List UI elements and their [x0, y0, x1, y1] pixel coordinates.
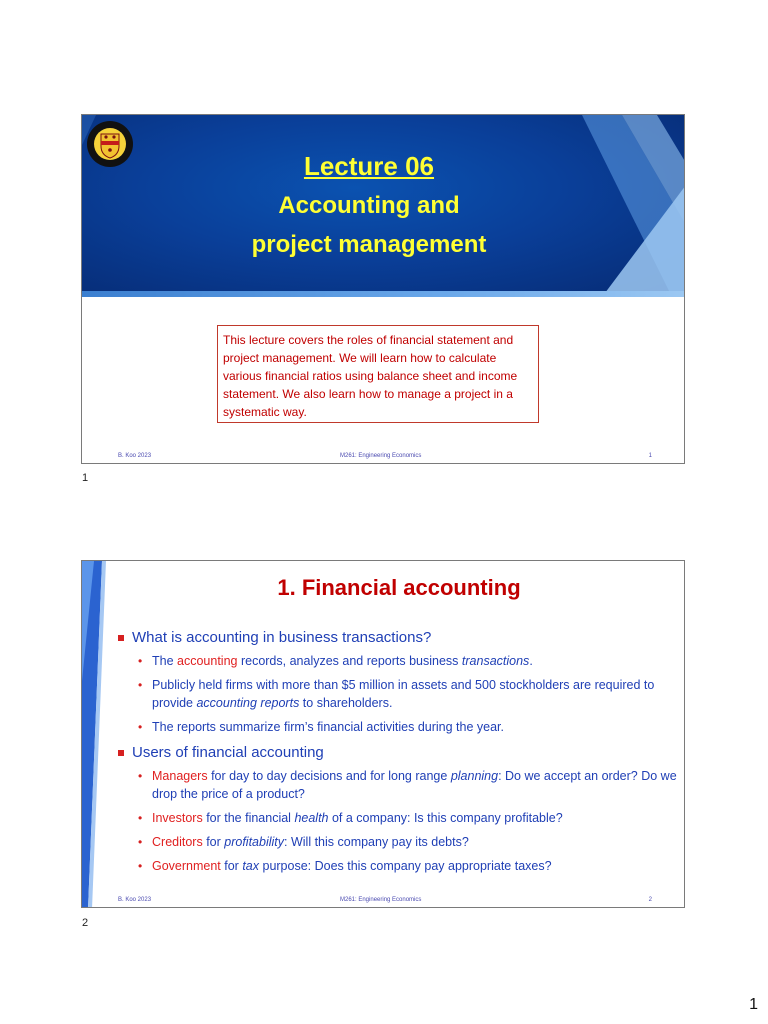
- sub-bullet-text: of a company: Is this company profitable?: [328, 811, 563, 825]
- footer-author: B. Koo 2023: [118, 453, 152, 459]
- sub-bullet-item: [118, 833, 678, 851]
- dot-bullet-icon: •: [138, 720, 143, 734]
- slide-footer: [82, 453, 685, 464]
- sub-bullet-text: to shareholders.: [299, 696, 393, 710]
- slide-index-label: 1: [82, 472, 89, 484]
- sub-bullet-text: Publicly held firms with more than $5 million in assets and 500 stockholders are required to provide: [152, 678, 655, 710]
- dot-bullet-icon: •: [138, 811, 143, 825]
- band-bottom-strip: [82, 291, 685, 297]
- footer-slide-number: 2: [648, 897, 652, 903]
- italic-term: profitability: [224, 835, 285, 849]
- bullet-item: [118, 627, 678, 649]
- sub-bullet-text: for day to day decisions and for long range: [207, 769, 451, 783]
- slide-2: [81, 560, 685, 908]
- slide-index-label: 2: [82, 917, 89, 929]
- dot-bullet-icon: •: [138, 654, 143, 668]
- lecture-number: Lecture 06: [303, 151, 435, 181]
- slide-1: [81, 114, 685, 464]
- sub-bullet-text: The reports summarize firm’s financial activities during the year.: [152, 720, 504, 734]
- sub-bullet-text: : Will this company pay its debts?: [284, 835, 469, 849]
- sub-bullet-text: : Do we accept an order? Do we drop the price of a product?: [152, 769, 677, 801]
- bullet-text: Users of financial accounting: [132, 744, 324, 761]
- highlighted-term: Investors: [152, 811, 203, 825]
- italic-term: planning: [450, 769, 499, 783]
- sub-bullet-text: purpose: Does this company pay appropriate taxes?: [259, 859, 552, 873]
- highlighted-term: Creditors: [152, 835, 203, 849]
- square-bullet-icon: [118, 750, 124, 756]
- italic-term: accounting reports: [196, 696, 300, 710]
- slide-footer: [82, 897, 685, 908]
- sub-bullet-text: records, analyzes and reports business: [237, 654, 462, 668]
- sub-bullet-item: [118, 718, 678, 736]
- sub-bullet-text: for: [220, 859, 243, 873]
- title-line-2: project management: [251, 231, 487, 258]
- dot-bullet-icon: •: [138, 769, 143, 783]
- dot-bullet-icon: •: [138, 835, 143, 849]
- sub-bullet-text: for: [202, 835, 225, 849]
- bullet-list: [118, 627, 678, 881]
- sub-bullet-item: [118, 857, 678, 875]
- dot-bullet-icon: •: [138, 678, 143, 692]
- square-bullet-icon: [118, 635, 124, 641]
- side-decoration: [82, 561, 112, 908]
- dot-bullet-icon: •: [138, 859, 143, 873]
- italic-term: tax: [242, 859, 260, 873]
- sub-bullet-text: for the financial: [202, 811, 295, 825]
- footer-course: M261: Engineering Economics: [340, 453, 422, 459]
- title-line-1: Accounting and: [278, 192, 460, 219]
- italic-term: transactions: [461, 654, 530, 668]
- sub-bullet-item: [118, 809, 678, 827]
- sub-bullet-item: [118, 652, 678, 670]
- bullet-text: What is accounting in business transactions?: [132, 629, 432, 646]
- sub-bullet-text: .: [529, 654, 533, 668]
- highlighted-term: Government: [152, 859, 221, 873]
- highlighted-term: Managers: [152, 769, 208, 783]
- italic-term: health: [294, 811, 329, 825]
- footer-course: M261: Engineering Economics: [340, 897, 422, 903]
- footer-slide-number: 1: [648, 453, 652, 459]
- footer-author: B. Koo 2023: [118, 897, 152, 903]
- slide-title: 1. Financial accounting: [277, 575, 521, 600]
- bullet-item: [118, 742, 678, 764]
- page-number: 1: [749, 996, 758, 1013]
- sub-bullet-text: The: [152, 654, 178, 668]
- sub-bullet-item: [118, 767, 678, 803]
- slide-title: [82, 147, 656, 264]
- highlighted-term: accounting: [177, 654, 238, 668]
- sub-bullet-item: [118, 676, 678, 712]
- lecture-summary-box: This lecture covers the roles of financial statement and project management. We will learn how to calculate various financial ratios using balance sheet and income statement. We also learn how to manage a project in a systematic way.: [217, 325, 539, 423]
